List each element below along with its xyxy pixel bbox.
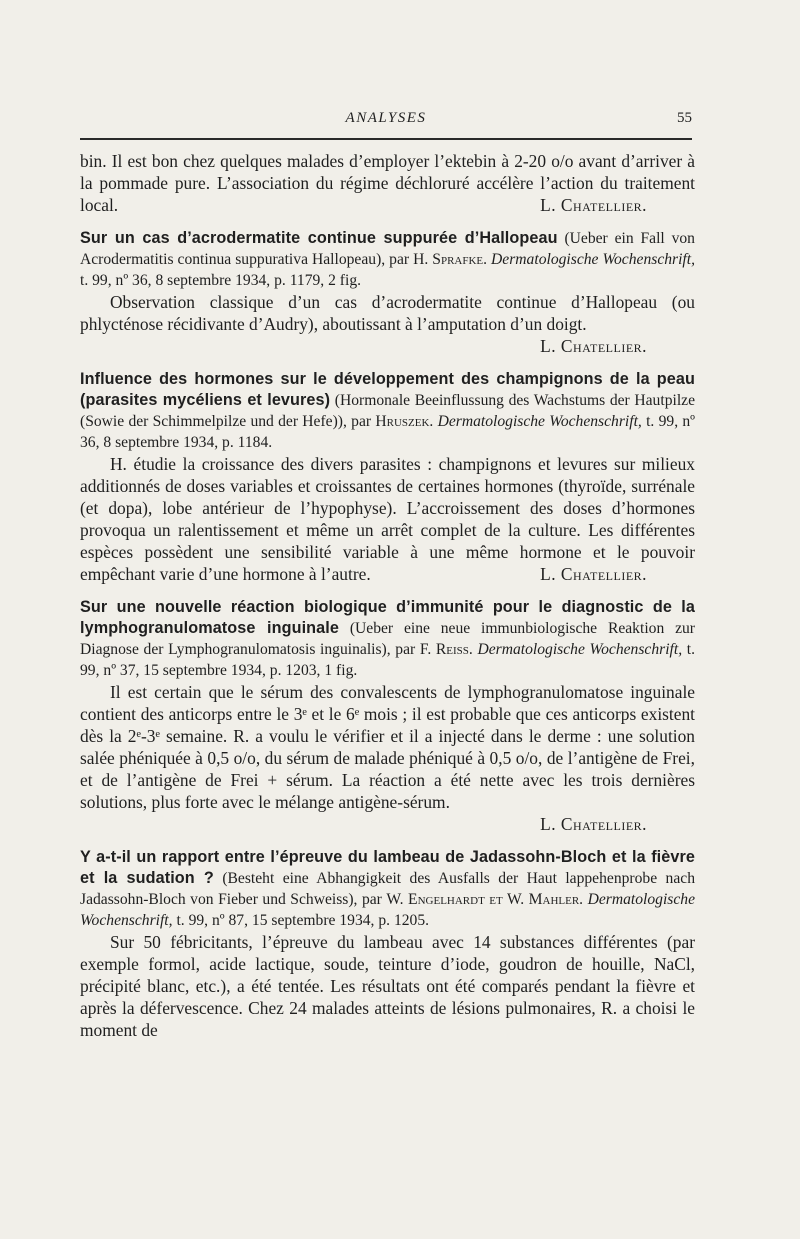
article-4-title: Y a-t-il un rapport entre l’épreuve du lambeau de Jadassohn-Bloch et la fièvre et la sudation ? <box>80 848 695 887</box>
article-3-title: Sur une nouvelle réaction biologique d’immunité pour le diagnostic de la lymphogranulomatose inguinale <box>80 598 695 637</box>
article-3 <box>80 597 695 835</box>
article-1-signature: L. Chatellier. <box>540 336 647 356</box>
article-2 <box>80 369 695 585</box>
article-1-author: H. Sprafke. <box>413 251 488 268</box>
article-4-author: W. Engelhardt et W. Mahler. <box>386 891 584 908</box>
article-4-ref: t. 99, nº 87, 15 septembre 1934, p. 1205. <box>176 912 430 929</box>
article-1-title: Sur un cas d’acrodermatite continue suppurée d’Hallopeau <box>80 229 558 247</box>
article-4-orig-title: (Besteht eine Abhangigkeit des Ausfalls der Haut lappehenprobe nach Jadassohn-Bloch von Fieber und Schweiss), par <box>80 870 695 908</box>
article-3-orig-title: (Ueber eine neue immunbiologische Reaktion zur Diagnose der Lymphogranulomatosis inguinalis), par <box>80 620 695 658</box>
article-1-heading <box>80 228 695 291</box>
article-3-author: F. Reiss. <box>419 641 473 658</box>
article-4-journal: Dermatologische Wochenschrift, <box>80 891 695 929</box>
article-1 <box>80 228 695 357</box>
article-2-signature: L. Chatellier. <box>540 564 647 584</box>
page-body <box>80 150 695 1041</box>
article-2-body: H. étudie la croissance des divers parasites : champignons et levures sur milieux additionnés de doses variables et croissantes de certaines hormones (thyroïde, surrénale (et dopa), lobe antérieur de l’hypophyse). L’accroissement des doses d’hormones provoqua un ralentissement et même un arrêt complet de la culture. Les différentes espèces possèdent une sensibilité variable à une même hormone et le pouvoir empêchant varie d’une hormone à l’autre. L. Chatellier. <box>80 454 695 584</box>
article-3-journal: Dermatologische Wochenschrift, <box>477 641 683 658</box>
article-1-ref: t. 99, nº 36, 8 septembre 1934, p. 1179, 2 fig. <box>80 272 362 289</box>
article-4-heading <box>80 847 695 931</box>
running-title: ANALYSES <box>345 110 427 126</box>
header-rule <box>80 138 692 140</box>
page-header <box>80 110 692 138</box>
article-2-title: Influence des hormones sur le développement des champignons de la peau (parasites mycéliens et levures) <box>80 370 695 409</box>
intro-text: bin. Il est bon chez quelques malades d’employer l’ektebin à 2-20 o/o avant d’arriver à la pommade pure. L’association du régime déchloruré accélère l’action du traitement local. <box>80 151 695 215</box>
page-number: 55 <box>677 110 692 126</box>
article-4-body: Sur 50 fébricitants, l’épreuve du lambeau avec 14 substances différentes (par exemple formol, acide lactique, soude, teinture d’iode, goudron de houille, NaCl, précipité blanc, etc.), a été tentée. Les résultats ont été comparés pendant la fièvre et après la défervescence. Chez 24 malades atteints de lésions pulmonaires, R. a choisi le moment de <box>80 932 695 1040</box>
article-3-body: Il est certain que le sérum des convalescents de lymphogranulomatose inguinale contient des anticorps entre le 3ᵉ et le 6ᵉ mois ; il est probable que ces anticorps existent dès la 2ᵉ-3ᵉ semaine. R. a voulu le vérifier et il a injecté dans le derme : une solution salée phéniquée à 0,5 o/o, du sérum de malade phéniqué à 0,5 o/o, de l’antigène de Frei, et de l’antigène de Frei + sérum. La réaction a été nette avec les trois dernières solutions, plus forte avec le mélange antigène-sérum. <box>80 682 695 812</box>
article-1-journal: Dermatologische Wochenschrift, <box>491 251 695 268</box>
intro-signature: L. Chatellier. <box>540 195 647 215</box>
article-1-body: Observation classique d’un cas d’acrodermatite continue d’Hallopeau (ou phlycténose récidivante d’Audry), aboutissant à l’amputation d’un doigt. L. Chatellier. <box>80 292 695 356</box>
article-2-ref: t. 99, nº 36, 8 septembre 1934, p. 1184. <box>80 413 695 451</box>
article-2-author: Hruszek. <box>375 413 434 430</box>
article-2-orig-title: (Hormonale Beeinflussung des Wachstums der Hautpilze (Sowie der Schimmelpilze und der Hefe)), par <box>80 392 695 430</box>
article-4 <box>80 847 695 1041</box>
article-3-signature: L. Chatellier. <box>540 814 647 834</box>
article-2-heading <box>80 369 695 453</box>
article-3-heading <box>80 597 695 681</box>
article-3-ref: t. 99, nº 37, 15 septembre 1934, p. 1203, 1 fig. <box>80 641 695 679</box>
article-2-journal: Dermatologische Wochenschrift, <box>437 413 642 430</box>
article-1-orig-title: (Ueber ein Fall von Acrodermatitis continua suppurativa Hallopeau), par <box>80 230 695 268</box>
intro-paragraph <box>80 150 695 216</box>
